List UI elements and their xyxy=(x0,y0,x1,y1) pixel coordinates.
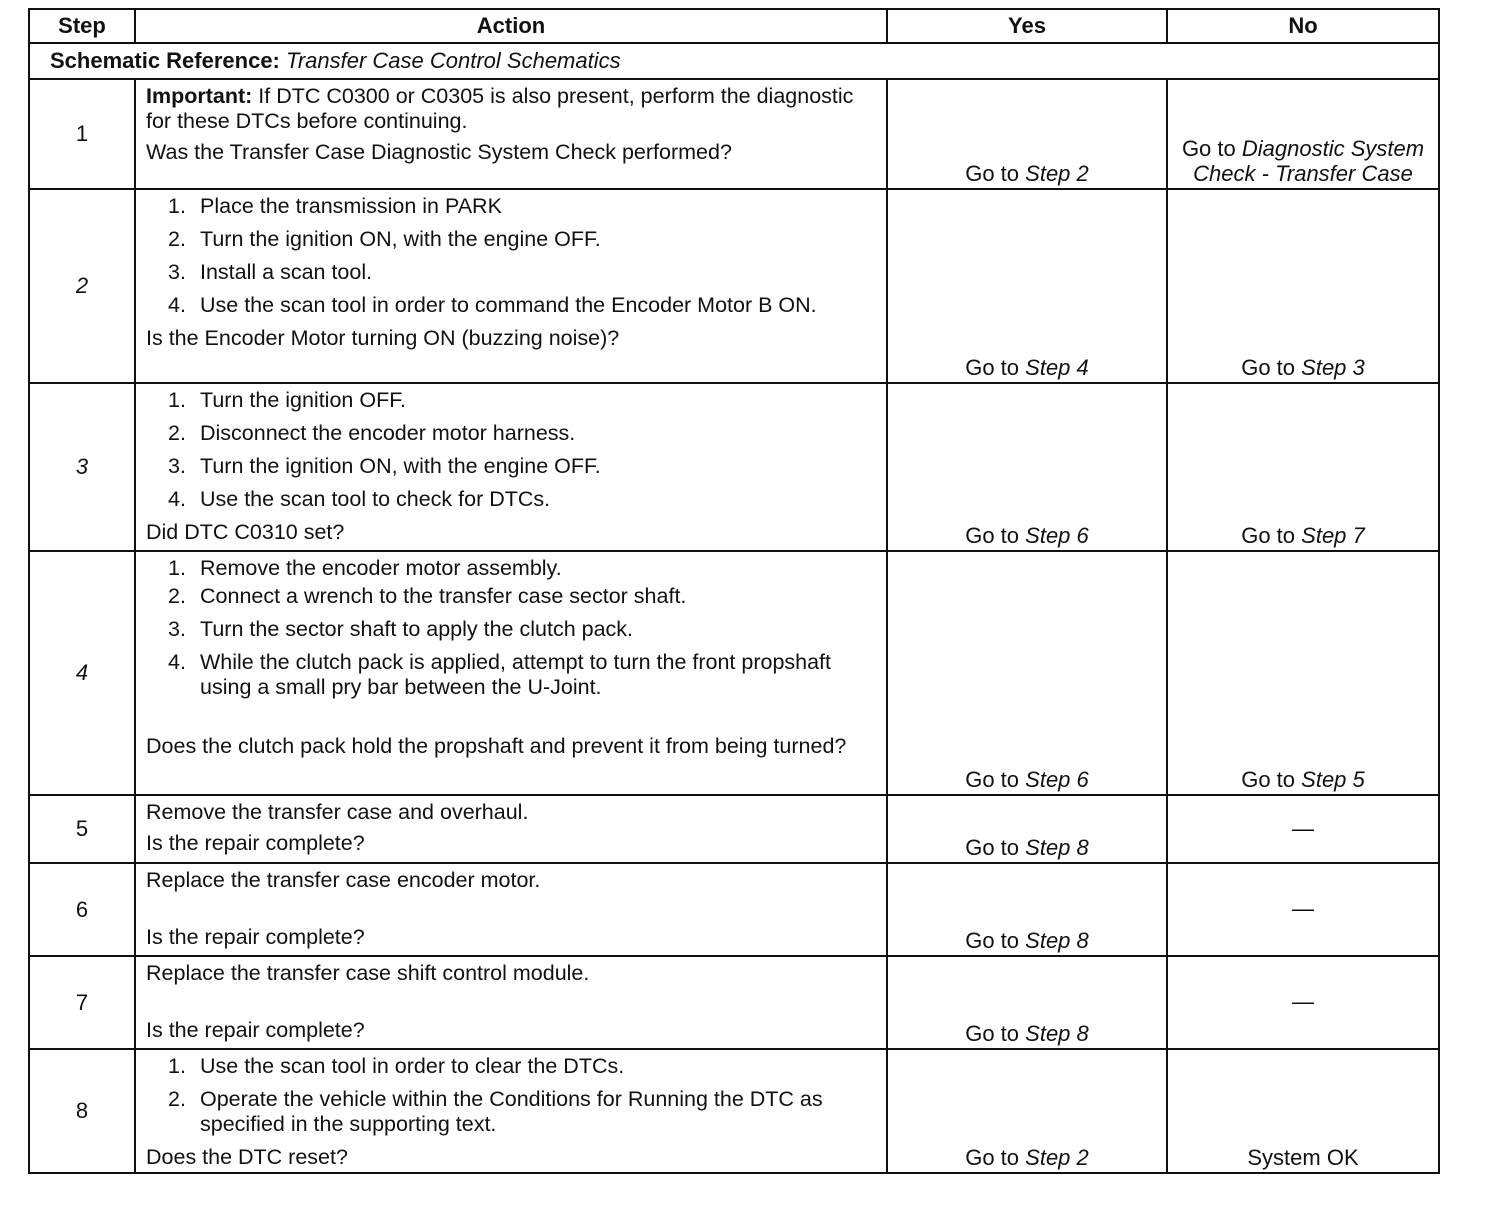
action-text: Remove the transfer case and overhaul. xyxy=(146,800,529,824)
no-cell: — xyxy=(1167,956,1439,1049)
item-text: Turn the sector shaft to apply the clutch pack. xyxy=(200,617,634,641)
action-cell xyxy=(135,189,887,383)
yes-cell xyxy=(887,956,1167,1049)
important-label: Important: xyxy=(146,84,253,108)
yes-cell xyxy=(887,189,1167,383)
yes-prefix: Go to xyxy=(965,355,1020,380)
yes-cell xyxy=(887,1049,1167,1173)
header-yes: Yes xyxy=(887,9,1167,43)
step-number: 5 xyxy=(29,795,135,863)
list-item xyxy=(146,1054,872,1079)
table-row xyxy=(29,795,1439,863)
table-row xyxy=(29,956,1439,1049)
action-cell xyxy=(135,79,887,189)
step-number: 7 xyxy=(29,956,135,1049)
action-text: Replace the transfer case shift control module. xyxy=(146,961,590,985)
action-cell xyxy=(135,551,887,795)
no-cell xyxy=(1167,189,1439,383)
item-text: Disconnect the encoder motor harness. xyxy=(200,421,576,445)
item-text: Install a scan tool. xyxy=(200,260,373,284)
header-step: Step xyxy=(29,9,135,43)
no-prefix: Go to xyxy=(1181,136,1236,161)
item-number: 1. xyxy=(168,194,186,218)
table-row xyxy=(29,1049,1439,1173)
no-prefix: Go to xyxy=(1241,523,1296,548)
list-item xyxy=(146,227,872,252)
action-text: Replace the transfer case encoder motor. xyxy=(146,868,541,892)
question-text: Does the clutch pack hold the propshaft and prevent it from being turned? xyxy=(146,734,847,758)
no-cell xyxy=(1167,551,1439,795)
step-number: 3 xyxy=(29,383,135,551)
yes-prefix: Go to xyxy=(965,767,1020,792)
action-cell xyxy=(135,795,887,863)
list-item xyxy=(146,388,872,413)
list-item xyxy=(146,1087,872,1137)
list-item xyxy=(146,556,872,581)
yes-link: Step 2 xyxy=(1025,1145,1089,1170)
item-text: Use the scan tool in order to clear the DTCs. xyxy=(200,1054,625,1078)
item-number: 1. xyxy=(168,556,186,580)
item-text: Use the scan tool to check for DTCs. xyxy=(200,487,551,511)
list-item xyxy=(146,487,872,512)
item-number: 2. xyxy=(168,421,186,445)
item-number: 2. xyxy=(168,1087,186,1111)
item-number: 3. xyxy=(168,260,186,284)
no-link: Step 3 xyxy=(1301,355,1365,380)
yes-cell xyxy=(887,795,1167,863)
list-item xyxy=(146,260,872,285)
list-item xyxy=(146,421,872,446)
item-text: Place the transmission in PARK xyxy=(200,194,502,218)
table-row xyxy=(29,863,1439,956)
action-list xyxy=(146,194,872,318)
step-number: 4 xyxy=(29,551,135,795)
item-text: Use the scan tool in order to command the Encoder Motor B ON. xyxy=(200,293,817,317)
no-cell: — xyxy=(1167,795,1439,863)
item-text: Turn the ignition ON, with the engine OFF. xyxy=(200,454,601,478)
yes-prefix: Go to xyxy=(965,1145,1020,1170)
question-text: Is the repair complete? xyxy=(146,831,365,855)
item-text: Connect a wrench to the transfer case sector shaft. xyxy=(200,584,687,608)
yes-link: Step 4 xyxy=(1025,355,1089,380)
step-number: 2 xyxy=(29,189,135,383)
table-row xyxy=(29,551,1439,795)
action-list xyxy=(146,1054,872,1137)
yes-link: Step 8 xyxy=(1025,835,1089,860)
item-text: Turn the ignition OFF. xyxy=(200,388,406,412)
yes-cell xyxy=(887,383,1167,551)
item-text: While the clutch pack is applied, attempt to turn the front propshaft using a small pry bar between the U-Joint. xyxy=(200,650,832,699)
yes-link: Step 6 xyxy=(1025,767,1089,792)
no-link: Diagnostic System Check - Transfer Case xyxy=(1193,136,1425,186)
yes-prefix: Go to xyxy=(965,928,1020,953)
yes-prefix: Go to xyxy=(965,835,1020,860)
question-text: Is the repair complete? xyxy=(146,1018,365,1042)
header-row xyxy=(29,9,1439,43)
no-link: Step 5 xyxy=(1301,767,1365,792)
step-number: 6 xyxy=(29,863,135,956)
item-number: 3. xyxy=(168,454,186,478)
schematic-reference-value: Transfer Case Control Schematics xyxy=(286,48,621,73)
yes-link: Step 6 xyxy=(1025,523,1089,548)
action-list xyxy=(146,556,872,700)
question-text: Is the repair complete? xyxy=(146,925,365,949)
yes-prefix: Go to xyxy=(965,523,1020,548)
question-text: Is the Encoder Motor turning ON (buzzing noise)? xyxy=(146,326,620,350)
action-cell xyxy=(135,1049,887,1173)
header-action: Action xyxy=(135,9,887,43)
action-cell xyxy=(135,956,887,1049)
yes-prefix: Go to xyxy=(965,1021,1020,1046)
yes-cell xyxy=(887,863,1167,956)
question-text: Does the DTC reset? xyxy=(146,1145,348,1169)
no-link: Step 7 xyxy=(1301,523,1365,548)
table-row xyxy=(29,189,1439,383)
item-number: 1. xyxy=(168,1054,186,1078)
yes-link: Step 2 xyxy=(1025,161,1089,186)
step-number: 8 xyxy=(29,1049,135,1173)
list-item xyxy=(146,454,872,479)
list-item xyxy=(146,194,872,219)
step-number: 1 xyxy=(29,79,135,189)
item-number: 3. xyxy=(168,617,186,641)
item-text: Remove the encoder motor assembly. xyxy=(200,556,562,580)
item-number: 2. xyxy=(168,227,186,251)
action-cell xyxy=(135,863,887,956)
yes-link: Step 8 xyxy=(1025,1021,1089,1046)
yes-link: Step 8 xyxy=(1025,928,1089,953)
item-number: 4. xyxy=(168,293,186,317)
no-prefix: Go to xyxy=(1241,767,1296,792)
schematic-reference-row xyxy=(29,43,1439,79)
table-row xyxy=(29,383,1439,551)
item-text: Operate the vehicle within the Conditions for Running the DTC as specified in the supporting text. xyxy=(200,1087,823,1136)
header-no: No xyxy=(1167,9,1439,43)
list-item xyxy=(146,617,872,642)
yes-cell xyxy=(887,79,1167,189)
list-item xyxy=(146,584,872,609)
question-text: Did DTC C0310 set? xyxy=(146,520,345,544)
important-text: If DTC C0300 or C0305 is also present, perform the diagnostic for these DTCs before continuing. xyxy=(146,84,854,133)
table-row xyxy=(29,79,1439,189)
item-text: Turn the ignition ON, with the engine OFF. xyxy=(200,227,601,251)
schematic-reference-label: Schematic Reference: xyxy=(50,48,280,73)
no-cell: — xyxy=(1167,863,1439,956)
action-cell xyxy=(135,383,887,551)
item-number: 2. xyxy=(168,584,186,608)
question-text: Was the Transfer Case Diagnostic System Check performed? xyxy=(146,140,732,164)
no-cell xyxy=(1167,383,1439,551)
action-list xyxy=(146,388,872,512)
item-number: 4. xyxy=(168,487,186,511)
no-cell xyxy=(1167,79,1439,189)
yes-cell xyxy=(887,551,1167,795)
item-number: 1. xyxy=(168,388,186,412)
no-cell: System OK xyxy=(1167,1049,1439,1173)
list-item xyxy=(146,293,872,318)
list-item xyxy=(146,650,872,700)
no-prefix: Go to xyxy=(1241,355,1296,380)
diagnostic-table xyxy=(28,8,1440,1174)
item-number: 4. xyxy=(168,650,186,674)
yes-prefix: Go to xyxy=(965,161,1020,186)
